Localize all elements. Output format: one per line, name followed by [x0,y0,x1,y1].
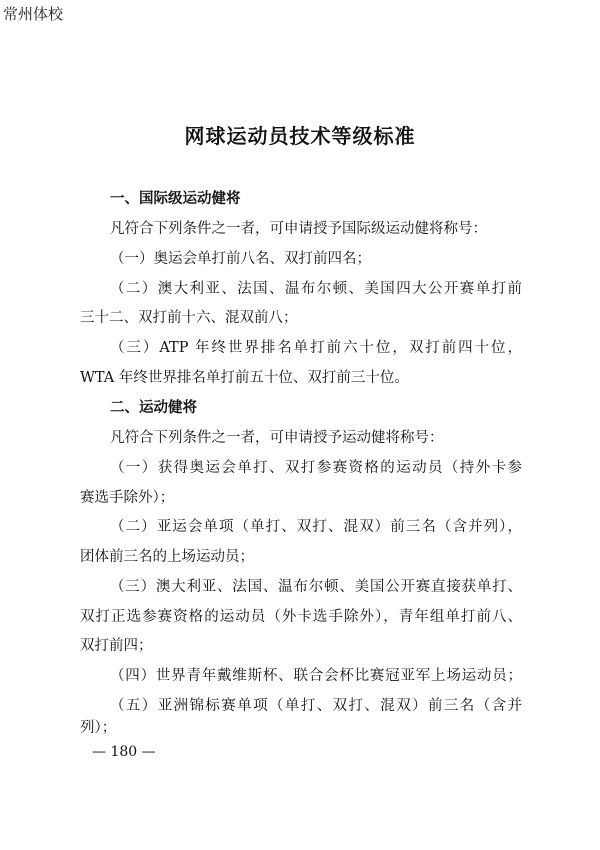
paragraph-line: 凡符合下列条件之一者，可申请授予运动健将称号： [110,430,444,446]
section-heading: 一、国际级运动健将 [110,191,241,207]
paragraph-line: 团体前三名的上场运动员； [80,549,254,565]
paragraph-line: （五）亚洲锦标赛单项（单打、双打、混双）前三名（含并 [110,698,522,714]
paragraph-line: WTA 年终世界排名单打前五十位、双打前三十位。 [80,370,409,386]
paragraph-line: （三）ATP 年终世界排名单打前六十位，双打前四十位， [110,340,522,356]
paragraph-line: （一）获得奥运会单打、双打参赛资格的运动员（持外卡参 [110,460,522,476]
paragraph-line: 赛选手除外）； [80,490,175,506]
paragraph-line: 三十二、双打前十六、混双前八； [80,310,298,326]
paragraph-line: 凡符合下列条件之一者，可申请授予国际级运动健将称号： [110,221,487,237]
paragraph-line: （二）亚运会单项（单打、双打、混双）前三名（含并列）， [110,519,522,535]
section-heading: 二、运动健将 [110,400,197,416]
paragraph-line: （四）世界青年戴维斯杯、联合会杯比赛冠亚军上场运动员； [110,668,522,684]
paragraph-line: 双打正选参赛资格的运动员（外卡选手除外），青年组单打前八、 [80,609,522,625]
watermark-text: 常州体校 [3,5,64,23]
paragraph-line: 双打前四； [80,638,153,654]
paragraph-line: （二）澳大利亚、法国、温布尔顿、美国四大公开赛单打前 [110,281,522,297]
paragraph-line: 列）； [80,720,117,736]
page-number: — 180 — [92,744,156,760]
document-title: 网球运动员技术等级标准 [184,124,416,148]
paragraph-line: （一）奥运会单打前八名、双打前四名； [110,251,371,267]
paragraph-line: （三）澳大利亚、法国、温布尔顿、美国公开赛直接获单打、 [110,579,522,595]
